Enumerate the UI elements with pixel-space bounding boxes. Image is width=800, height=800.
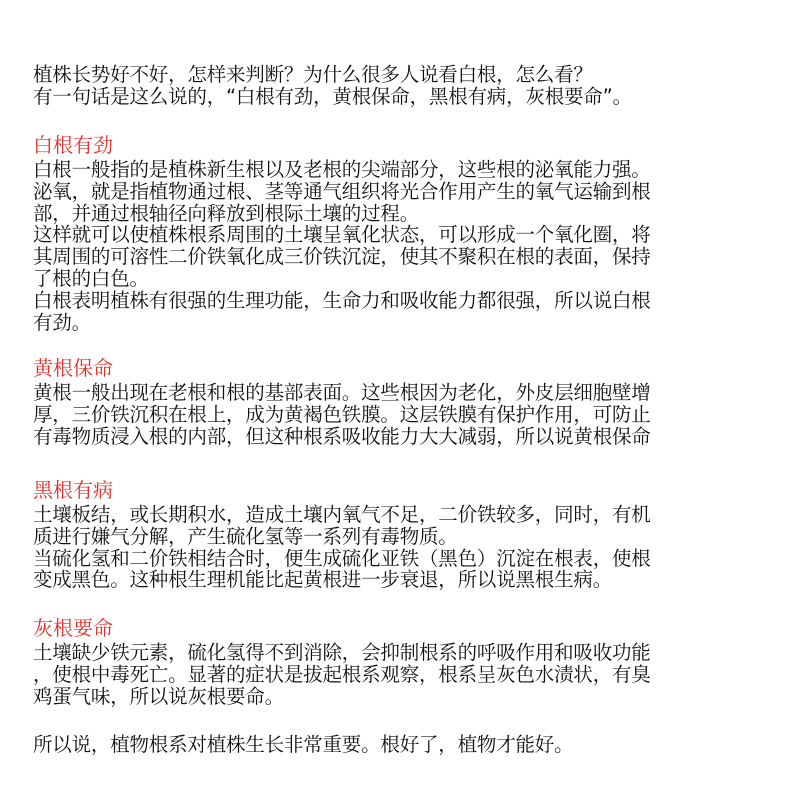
paragraph-line: 厚，三价铁沉积在根上，成为黄褐色铁膜。这层铁膜有保护作用，可防止	[33, 402, 651, 426]
intro	[33, 64, 770, 108]
paragraph-line: 泌氧，就是指植物通过根、茎等通气组织将光合作用产生的氧气运输到根	[33, 179, 651, 203]
paragraph-line: 有劲。	[33, 310, 91, 334]
paragraph-line: 黄根一般出现在老根和根的基部表面。这些根因为老化，外皮层细胞壁增	[33, 381, 651, 404]
paragraph-line: 土壤板结，或长期积水，造成土壤内氧气不足，二价铁较多，同时，有机	[33, 503, 651, 526]
section-title: 黄根保命	[33, 356, 113, 380]
section-black-root	[33, 478, 651, 591]
section-grey-root	[33, 616, 651, 707]
paragraph-line: 质进行嫌气分解，产生硫化氢等一系列有毒物质。	[33, 524, 458, 548]
paragraph-line: 土壤缺少铁元素，硫化氢得不到消除，会抑制根系的呼吸作用和吸收功能	[33, 641, 651, 664]
paragraph-line: 当硫化氢和二价铁相结合时，便生成硫化亚铁（黑色）沉淀在根表，使根	[33, 546, 651, 570]
intro-line-1: 植株长势好不好，怎样来判断？为什么很多人说看白根，怎么看？	[33, 63, 593, 86]
section-title: 白根有劲	[33, 133, 113, 157]
paragraph-line: 其周围的可溶性二价铁氧化成三价铁沉淀，使其不聚积在根的表面，保持	[33, 245, 651, 269]
section-yellow-root	[33, 356, 651, 447]
paragraph-line: 部，并通过根轴径向释放到根际土壤的过程。	[33, 201, 420, 225]
paragraph-line: ，使根中毒死亡。显著的症状是拔起根系观察，根系呈灰色水渍状，有臭	[33, 662, 651, 686]
paragraph-line: 有毒物质浸入根的内部，但这种根系吸收能力大大减弱，所以说黄根保命	[33, 424, 651, 448]
paragraph-line: 这样就可以使植株根系周围的土壤呈氧化状态，可以形成一个氧化圈，将	[33, 223, 651, 247]
paragraph-line: 变成黑色。这种根生理机能比起黄根进一步衰退，所以说黑根生病。	[33, 568, 613, 592]
section-title: 黑根有病	[33, 478, 113, 502]
intro-line-2: 有一句话是这么说的，“白根有劲，黄根保命，黑根有病，灰根要命”。	[33, 84, 632, 108]
paragraph-line: 白根表明植株有很强的生理功能，生命力和吸收能力都很强，所以说白根	[33, 288, 651, 312]
section-white-root	[33, 133, 651, 333]
paragraph-line: 鸡蛋气味，所以说灰根要命。	[33, 684, 284, 708]
section-title: 灰根要命	[33, 616, 113, 640]
conclusion: 所以说，植物根系对植株生长非常重要。根好了，植物才能好。	[33, 733, 574, 756]
paragraph-line: 白根一般指的是植株新生根以及老根的尖端部分，这些根的泌氧能力强。	[33, 158, 651, 181]
paragraph-line: 了根的白色。	[33, 266, 149, 290]
